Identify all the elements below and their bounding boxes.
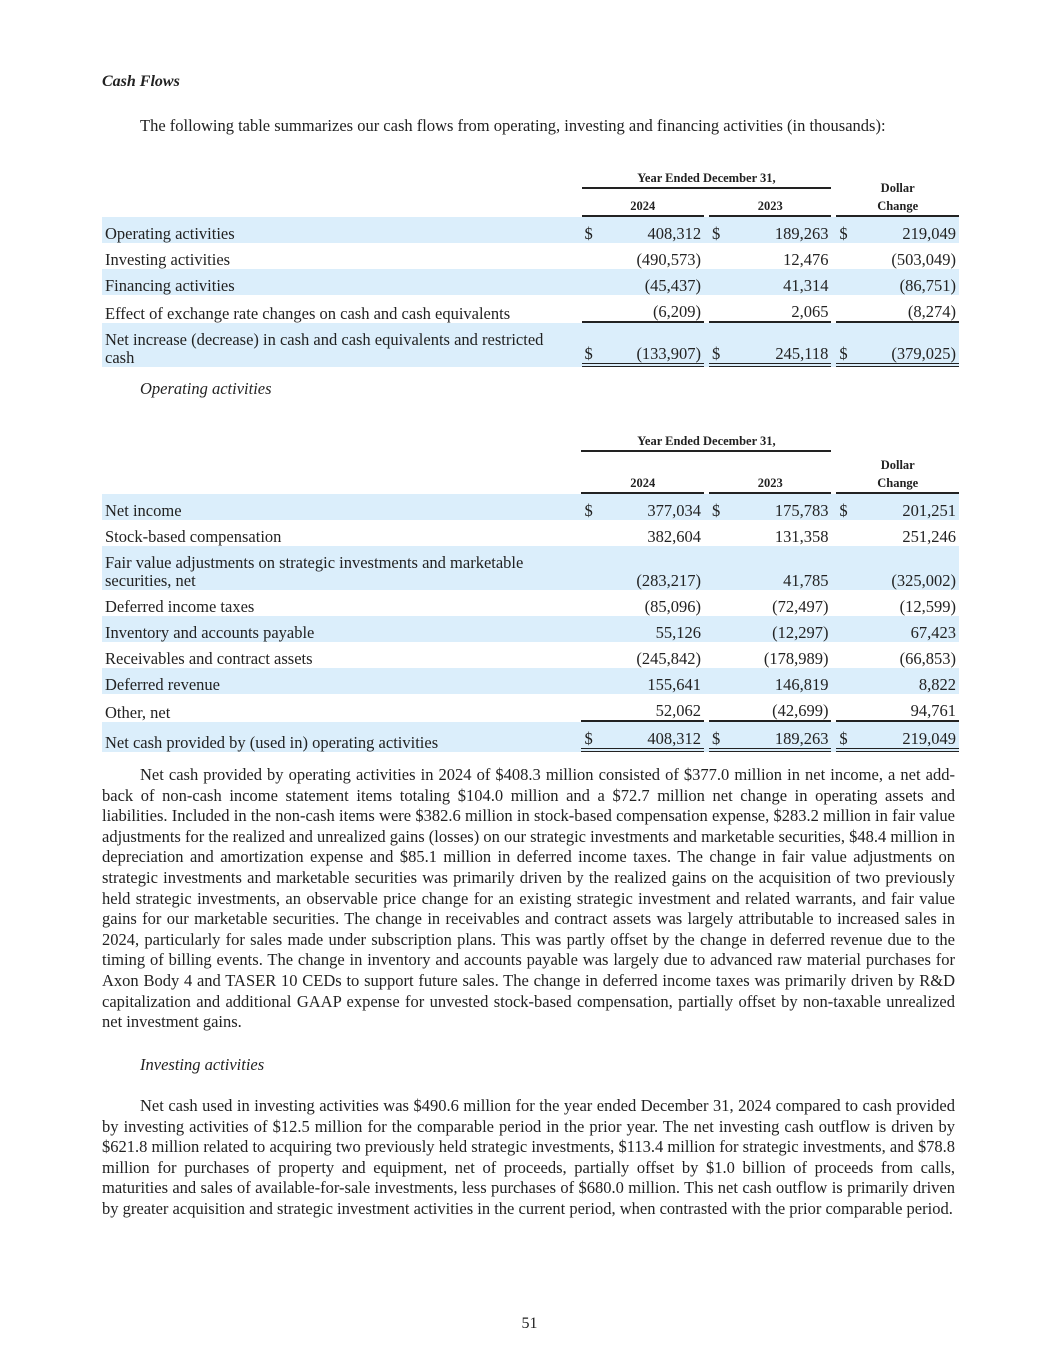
intro-text: The following table summarizes our cash flows from operating, investing and financing activities (in thousands): (140, 116, 886, 135)
table-row: Inventory and accounts payable 55,126 (12,297) 67,423 (102, 616, 959, 642)
table-row: Deferred revenue 155,641 146,819 8,822 (102, 668, 959, 694)
header-year-ended: Year Ended December 31, (582, 163, 832, 189)
header-dollar-change: Dollar Change (836, 426, 959, 494)
page-number: 51 (521, 1315, 538, 1332)
header-year-ended: Year Ended December 31, (581, 426, 831, 452)
table-row: Receivables and contract assets (245,842) (178,989) (66,853) (105, 649, 956, 668)
header-2023: 2023 (709, 452, 832, 494)
table-row: Investing activities (490,573) 12,476 (503,049) (105, 250, 956, 269)
header-2024: 2024 (581, 452, 704, 494)
table-row: Financing activities (45,437) 41,314 (86,751) (102, 269, 959, 295)
table-row: Other, net 52,062 (42,699) 94,761 (102, 694, 959, 722)
table-row: Net income $ 377,034 $ 175,783 $ 201,251 (102, 494, 959, 520)
operating-activities-subhead: Operating activities (140, 379, 272, 398)
investing-activities-subhead: Investing activities (140, 1055, 265, 1074)
operating-activities-paragraph: Net cash provided by operating activities in 2024 of $408.3 million consisted of $377.0 million in net income, a net add-back of non-cash income statement items totaling $104.0 million and a $72.7 million net change in operating assets and liabilities. Included in the non-cash items were $382.6 million in stock-based compensation expense, $283.2 million in fair value adjustments for the realized and unrealized gains (losses) on our strategic investments and marketable securities, $48.4 million in depreciation and amortization expense and $85.1 million in deferred income taxes. The change in fair value adjustments on strategic investments and marketable securities was primarily driven by the realized gains on the acquisition of two previously held strategic investments, an observable price change for an existing strategic investment and related warrants, and fair value gains for our marketable securities. The change in receivables and contract assets was largely attributable to increased sales in 2024, particularly for sales made under subscription plans. This was partly offset by the change in deferred revenue due to the timing of billing events. The change in inventory and accounts payable was largely due to advanced raw material purchases for Axon Body 4 and TASER 10 CEDs to support future sales. The change in deferred income taxes was primarily driven by R&D capitalization and additional GAAP expense for unvested stock-based compensation, partially offset by non-taxable unrealized net investment gains. (102, 765, 955, 1032)
table-row: Fair value adjustments on strategic investments and marketable securities, net (283,217) 41,785 (325,002) (102, 546, 959, 590)
header-dollar-change: Dollar Change (836, 163, 959, 217)
table-row: Effect of exchange rate changes on cash and cash equivalents (6,209) 2,065 (8,274) (102, 295, 959, 323)
table-row: Deferred income taxes (85,096) (72,497) (12,599) (105, 597, 956, 616)
header-2023: 2023 (709, 189, 831, 217)
table-row-total: Net cash provided by (used in) operating activities $ 408,312 $ 189,263 $ 219,049 (102, 722, 959, 752)
header-2024: 2024 (582, 189, 705, 217)
section-title: Cash Flows (102, 73, 180, 90)
cash-flows-summary-table (102, 163, 959, 367)
operating-activities-table (102, 426, 959, 752)
table-row-total: Net increase (decrease) in cash and cash equivalents and restricted cash $ (133,907) $ 245,118 $ (379,025) (102, 323, 959, 367)
table-row: Stock-based compensation 382,604 131,358 251,246 (105, 527, 956, 546)
investing-activities-paragraph: Net cash used in investing activities was $490.6 million for the year ended December 31, 2024 compared to cash provided by investing activities of $12.5 million for the comparable period in the prior year. The net investing cash outflow is driven by $621.8 million related to acquiring two previously held strategic investments, $113.4 million for strategic investments, and $78.8 million for purchases of property and equipment, net of proceeds, partially offset by $1.0 billion of proceeds from calls, maturities and sales of available-for-sale investments, less purchases of $680.0 million. This net cash outflow is primarily driven by greater acquisition and strategic investment activities in the current period, when contrasted with the prior comparable period. (102, 1096, 955, 1218)
table-row: Operating activities $ 408,312 $ 189,263 $ 219,049 (102, 217, 959, 243)
